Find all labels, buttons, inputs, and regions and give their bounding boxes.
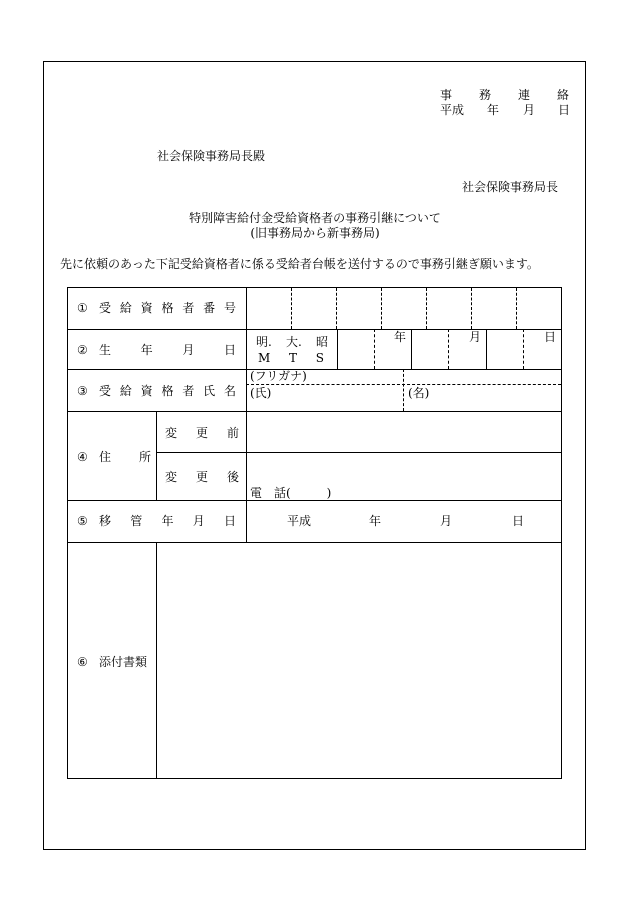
row-recipient-number-num: ① bbox=[77, 301, 88, 315]
era-romaji: M T S bbox=[258, 351, 324, 365]
row-transfer-date-num: ⑤ bbox=[77, 514, 88, 528]
phone-label: 電 話( ) bbox=[250, 486, 332, 500]
row-address-label: 住 所 bbox=[99, 450, 151, 464]
body-text: 先に依頼のあった下記受給資格者に係る受給者台帳を送付するので事務引継ぎ願います。 bbox=[60, 257, 539, 271]
addressee: 社会保険事務局長殿 bbox=[157, 149, 266, 163]
address-before-label: 変 更 前 bbox=[165, 426, 239, 440]
document-title: 特別障害給付金受給資格者の事務引継について bbox=[189, 211, 441, 225]
birth-year-label: 年 bbox=[394, 330, 407, 344]
row-birthdate-num: ② bbox=[77, 343, 88, 357]
transfer-year-label: 年 bbox=[369, 514, 382, 528]
row-birthdate-label: 生 年 月 日 bbox=[99, 343, 236, 357]
address-after-label: 変 更 後 bbox=[165, 470, 239, 484]
row-transfer-date-label: 移 管 年 月 日 bbox=[99, 514, 236, 528]
transfer-day-label: 日 bbox=[512, 514, 525, 528]
transfer-heisei-label: 平成 bbox=[287, 514, 312, 528]
transfer-month-label: 月 bbox=[440, 514, 453, 528]
row-name-label: 受 給 資 格 者 氏 名 bbox=[99, 384, 236, 398]
era-options: 明. 大. 昭 bbox=[256, 335, 328, 349]
row-attachments-label: 添付書類 bbox=[99, 655, 148, 669]
sender: 社会保険事務局長 bbox=[462, 180, 559, 194]
document-subtitle: (旧事務局から新事務局) bbox=[250, 226, 380, 240]
row-recipient-number-label: 受 給 資 格 者 番 号 bbox=[99, 301, 236, 315]
row-attachments-num: ⑥ bbox=[77, 655, 88, 669]
furigana-label: (フリガナ) bbox=[250, 369, 307, 383]
surname-label: (氏) bbox=[250, 386, 272, 400]
row-address-num: ④ bbox=[77, 450, 88, 464]
document-type: 事 務 連 絡 bbox=[440, 88, 569, 102]
row-name-num: ③ bbox=[77, 384, 88, 398]
birth-day-label: 日 bbox=[544, 330, 557, 344]
birth-month-label: 月 bbox=[469, 330, 482, 344]
given-name-label: (名) bbox=[408, 386, 430, 400]
